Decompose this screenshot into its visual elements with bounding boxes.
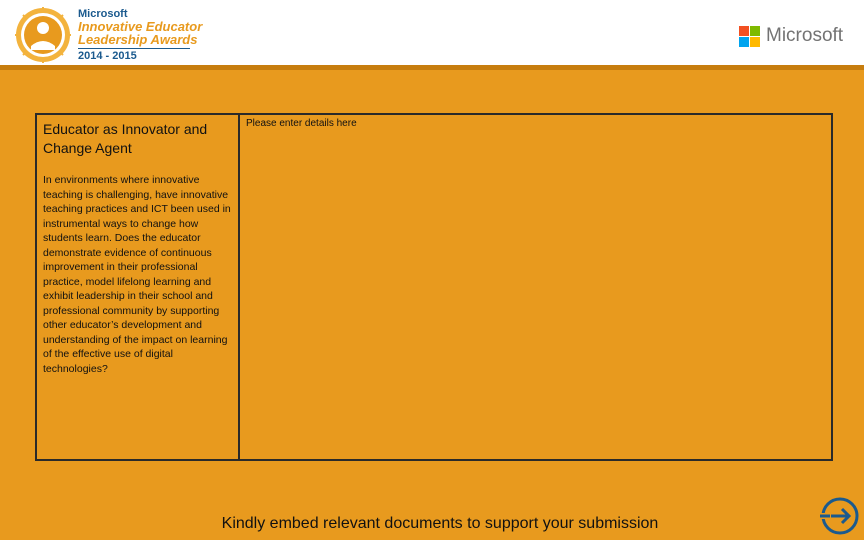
header-bar [0, 0, 864, 65]
embed-documents-instruction: Kindly embed relevant documents to support your submission [221, 515, 659, 532]
award-years: 2014 - 2015 [78, 50, 137, 62]
award-line-2: Leadership Awards [78, 32, 198, 47]
brand-small-text: Microsoft [78, 8, 128, 20]
panel-column-divider [238, 113, 240, 461]
award-title-block [78, 9, 202, 62]
criterion-column [43, 120, 235, 376]
microsoft-logo [739, 25, 843, 47]
microsoft-wordmark: Microsoft [766, 25, 844, 46]
header-divider [0, 65, 864, 70]
microsoft-grid-icon [739, 26, 760, 47]
award-line-1: Innovative Educator [78, 19, 203, 34]
award-rule [78, 48, 190, 49]
back-arrow-icon[interactable] [818, 494, 862, 538]
award-badge-icon [14, 6, 72, 64]
criterion-description: In environments where innovative teaching is challenging, have innovative teaching practices and ICT been used in instrumental ways to change how students learn. Does the educator demonstrate evidence of continuous improvement in their professional practice, model lifelong learning and exhibit leadership in their school and professional community by supporting other educator’s development and understanding of the impact on learning of the effective use of digital technologies? [43, 174, 231, 375]
criterion-title: Educator as Innovator and Change Agent [43, 121, 208, 156]
details-entry-field[interactable]: Please enter details here [246, 118, 357, 129]
